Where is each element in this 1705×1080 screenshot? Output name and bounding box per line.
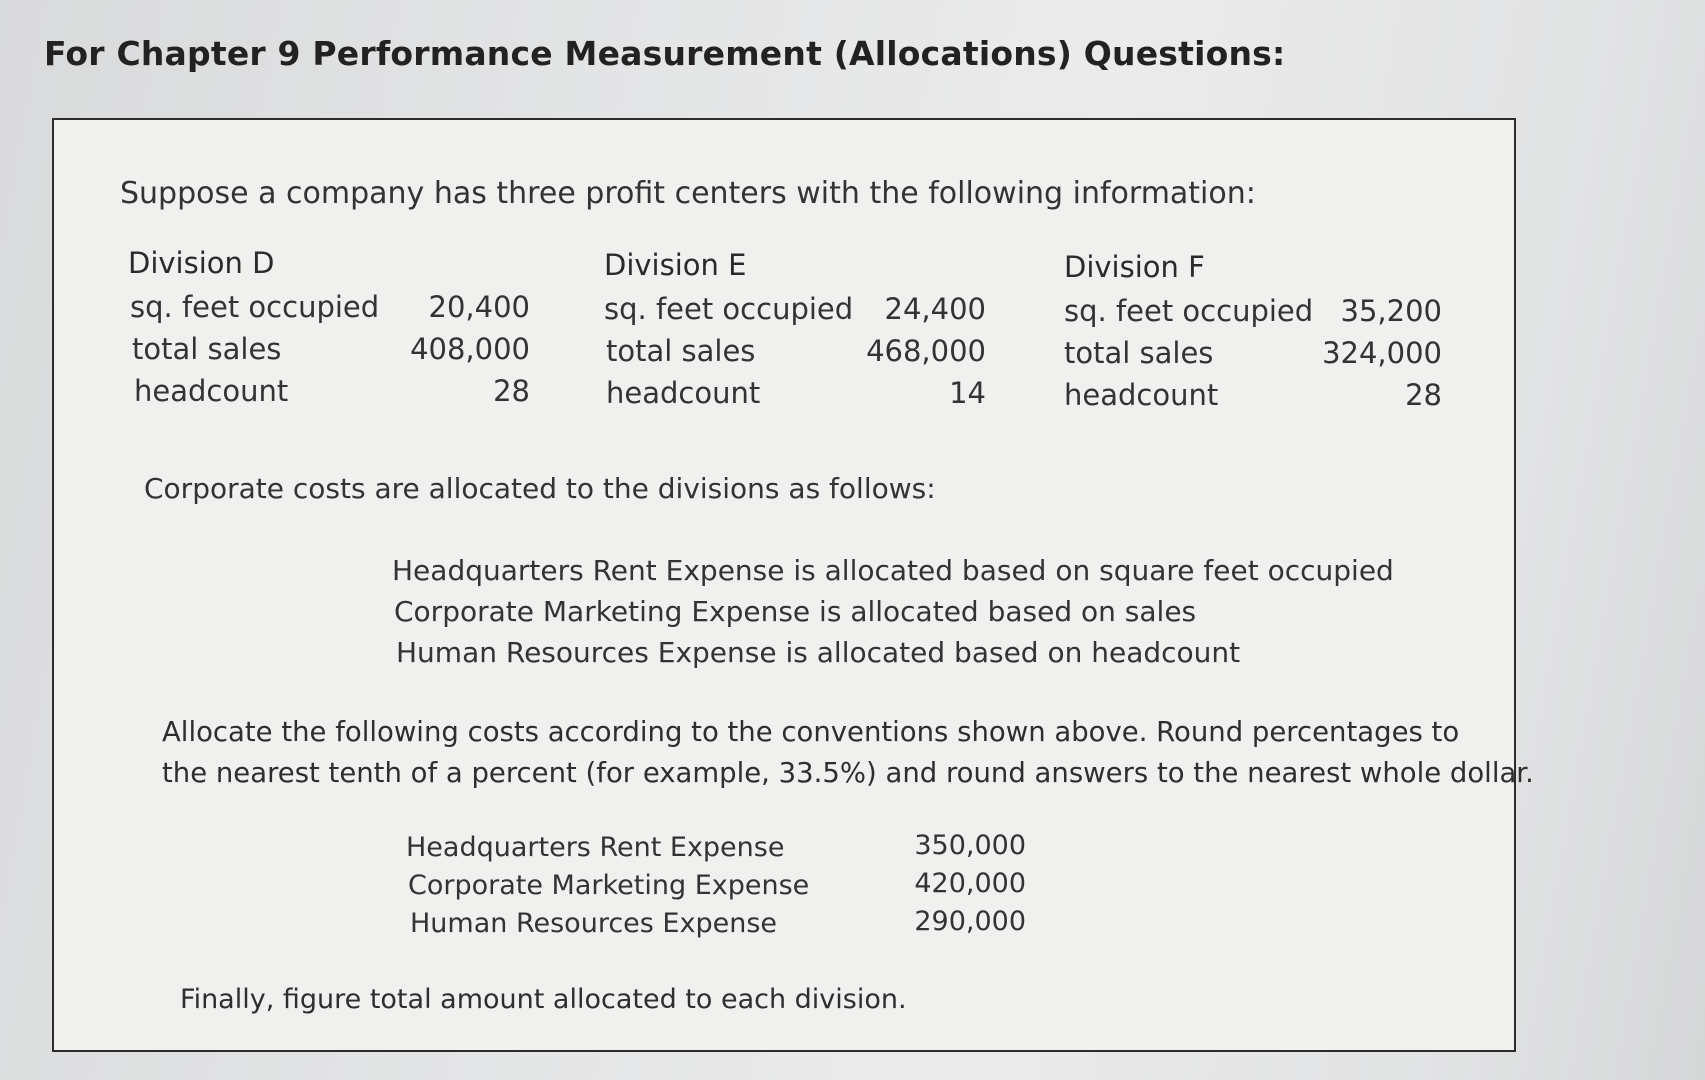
cost-hr-value: 290,000	[914, 906, 1026, 937]
division-d-sqft-label: sq. feet occupied	[130, 290, 380, 324]
division-d-headcount-value: 28	[493, 374, 530, 408]
division-d-title: Division D	[128, 246, 275, 280]
division-d-sqft-value: 20,400	[428, 290, 530, 324]
cost-marketing-label: Corporate Marketing Expense	[408, 870, 810, 901]
division-e-sales-value: 468,000	[866, 334, 986, 368]
rule-marketing: Corporate Marketing Expense is allocated based on sales	[394, 595, 1197, 628]
cost-rent-label: Headquarters Rent Expense	[406, 832, 785, 863]
rule-rent: Headquarters Rent Expense is allocated based on square feet occupied	[392, 554, 1394, 587]
division-f-title: Division F	[1064, 250, 1205, 284]
division-f-sqft-value: 35,200	[1340, 294, 1442, 328]
cost-rent-value: 350,000	[914, 830, 1026, 861]
page-title: For Chapter 9 Performance Measurement (Allocations) Questions:	[44, 34, 1286, 73]
cost-hr-label: Human Resources Expense	[410, 908, 778, 939]
division-f-sqft-label: sq. feet occupied	[1064, 294, 1314, 328]
rule-hr: Human Resources Expense is allocated based on headcount	[396, 636, 1241, 669]
instructions-line-2: the nearest tenth of a percent (for example, 33.5%) and round answers to the nearest whole dollar.	[162, 757, 1534, 789]
division-e-title: Division E	[604, 248, 747, 282]
division-e-headcount-label: headcount	[606, 376, 761, 410]
division-f-sales-label: total sales	[1064, 336, 1214, 370]
instructions	[162, 712, 1534, 794]
division-e-sqft-value: 24,400	[884, 292, 986, 326]
division-d-sales-label: total sales	[132, 332, 282, 366]
corporate-intro-text: Corporate costs are allocated to the divisions as follows:	[144, 472, 936, 505]
division-e-headcount-value: 14	[949, 376, 986, 410]
division-d-sales-value: 408,000	[410, 332, 530, 366]
final-instruction: Finally, figure total amount allocated to each division.	[180, 984, 907, 1015]
division-f-sales-value: 324,000	[1322, 336, 1442, 370]
division-e-sales-label: total sales	[606, 334, 756, 368]
intro-text: Suppose a company has three profit centers with the following information:	[120, 176, 1256, 211]
cost-marketing-value: 420,000	[914, 868, 1026, 899]
instructions-line-1: Allocate the following costs according to the conventions shown above. Round percentages to	[162, 716, 1460, 748]
division-e-sqft-label: sq. feet occupied	[604, 292, 854, 326]
division-d-headcount-label: headcount	[134, 374, 289, 408]
division-f-headcount-value: 28	[1405, 378, 1442, 412]
problem-box	[52, 118, 1534, 1052]
division-f-headcount-label: headcount	[1064, 378, 1219, 412]
